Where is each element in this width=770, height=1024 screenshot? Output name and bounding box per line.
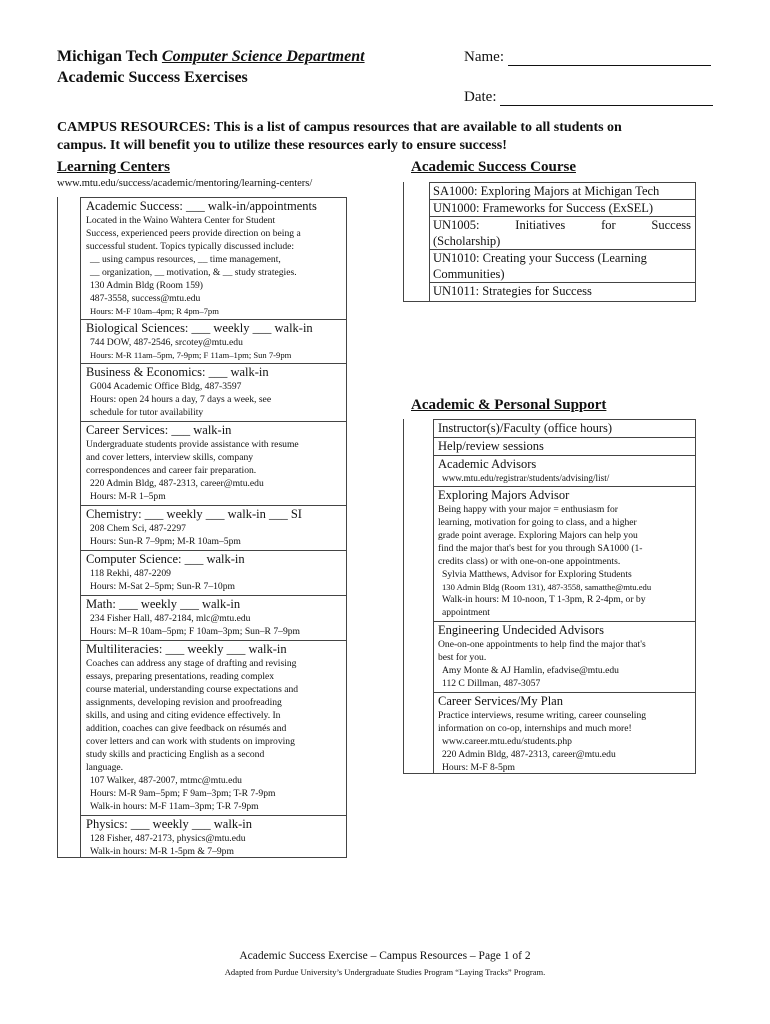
attribution-note: Adapted from Purdue University’s Undergraduate Studies Program “Laying Tracks” Program. bbox=[224, 967, 546, 977]
support-title: Career Services/My Plan bbox=[438, 694, 563, 708]
support-title: Instructor(s)/Faculty (office hours) bbox=[438, 421, 613, 435]
checkbox-column bbox=[404, 182, 430, 301]
learning-center-biological-sciences bbox=[80, 319, 346, 363]
desc-line: find the major that's best for you through SA1000 (1- bbox=[438, 543, 643, 554]
desc-line: Hours: Sun-R 7–9pm; M-R 10am–5pm bbox=[90, 536, 241, 547]
support-engineering-undecided bbox=[433, 621, 695, 692]
academic-personal-support-table bbox=[403, 419, 696, 774]
desc-line: and cover letters, interview skills, company bbox=[86, 452, 254, 463]
desc-line: 112 C Dillman, 487-3057 bbox=[442, 678, 541, 689]
desc-line: G004 Academic Office Bldg, 487-3597 bbox=[90, 381, 242, 392]
learning-center-multiliteracies bbox=[80, 640, 346, 815]
desc-line: Success, experienced peers provide direction on being a bbox=[86, 228, 301, 239]
desc-line: __ organization, __ motivation, & __ study strategies. bbox=[90, 267, 297, 278]
desc-line: Being happy with your major = enthusiasm for bbox=[438, 504, 618, 515]
desc-line: skills, and using and citing evidence effectively. In bbox=[86, 710, 281, 721]
desc-line: 234 Fisher Hall, 487-2184, mlc@mtu.edu bbox=[90, 613, 251, 624]
course-row-un1010: UN1010: Creating your Success (Learning bbox=[429, 249, 695, 266]
desc-line: addition, coaches can give feedback on résumés and bbox=[86, 723, 287, 734]
desc-line: Coaches can address any stage of drafting and revising bbox=[86, 658, 297, 669]
center-title: Biological Sciences: ___ weekly ___ walk-in bbox=[86, 321, 313, 335]
desc-line: www.career.mtu.edu/students.php bbox=[442, 736, 572, 747]
desc-line: 128 Fisher, 487-2173, physics@mtu.edu bbox=[90, 833, 246, 844]
learning-center-physics bbox=[80, 815, 346, 860]
support-exploring-majors bbox=[433, 486, 695, 621]
learning-centers-table bbox=[57, 197, 347, 858]
center-hours: Hours: M-F 10am–4pm; R 4pm–7pm bbox=[90, 306, 219, 316]
center-title: Business & Economics: ___ walk-in bbox=[86, 365, 269, 379]
desc-line: credits class) or with one-on-one appointments. bbox=[438, 556, 621, 567]
page-footer: Academic Success Exercise – Campus Resources – Page 1 of 2 bbox=[239, 950, 531, 962]
desc-line: correspondences and career fair preparation. bbox=[86, 465, 257, 476]
support-help-review bbox=[433, 437, 695, 455]
learning-centers-url[interactable]: www.mtu.edu/success/academic/mentoring/learning-centers/ bbox=[57, 178, 313, 189]
learning-center-career-services bbox=[80, 421, 346, 505]
intro-paragraph bbox=[57, 119, 697, 155]
learning-centers-heading: Learning Centers bbox=[57, 159, 170, 175]
support-title: Academic Advisors bbox=[438, 457, 537, 471]
support-title: Engineering Undecided Advisors bbox=[438, 623, 604, 637]
desc-line: Undergraduate students provide assistance with resume bbox=[86, 439, 299, 450]
desc-line: 487-3558, success@mtu.edu bbox=[90, 293, 201, 304]
checkbox-column bbox=[58, 197, 81, 857]
dept-prefix: Michigan Tech bbox=[57, 48, 162, 65]
desc-line: 208 Chem Sci, 487-2297 bbox=[90, 523, 186, 534]
support-career-services bbox=[433, 692, 695, 776]
support-title: Exploring Majors Advisor bbox=[438, 488, 570, 502]
desc-line: study skills and practicing English as a second bbox=[86, 749, 265, 760]
date-blank[interactable] bbox=[500, 91, 713, 106]
desc-line: Located in the Waino Wahtera Center for Student bbox=[86, 215, 276, 226]
course-row-un1005: UN1005: Initiatives for Success bbox=[429, 216, 695, 233]
dept-name: Computer Science Department bbox=[161, 48, 365, 65]
academic-success-course-table bbox=[403, 182, 696, 302]
desc-line: essays, preparing presentations, reading complex bbox=[86, 671, 275, 682]
desc-line: Hours: M-Sat 2–5pm; Sun-R 7–10pm bbox=[90, 581, 235, 592]
desc-line: 130 Admin Bldg (Room 159) bbox=[90, 280, 203, 291]
course-row-sa1000: SA1000: Exploring Majors at Michigan Tech bbox=[429, 182, 695, 199]
desc-line: Amy Monte & AJ Hamlin, efadvise@mtu.edu bbox=[442, 665, 619, 676]
desc-line: __ using campus resources, __ time management, bbox=[90, 254, 281, 265]
desc-line: Hours: M-R 1–5pm bbox=[90, 491, 166, 502]
desc-line: Walk-in hours: M 10-noon, T 1-3pm, R 2-4pm, or by bbox=[442, 594, 646, 605]
support-instructors bbox=[433, 419, 695, 437]
learning-center-chemistry bbox=[80, 505, 346, 550]
course-row-un1011: UN1011: Strategies for Success bbox=[429, 282, 695, 299]
desc-line: Walk-in hours: M-R 1-5pm & 7–9pm bbox=[90, 846, 234, 857]
advisors-url[interactable]: www.mtu.edu/registrar/students/advising/list/ bbox=[442, 473, 610, 483]
date-label: Date: bbox=[464, 89, 501, 105]
support-title: Help/review sessions bbox=[438, 439, 544, 453]
desc-line: course material, understanding course expectations and bbox=[86, 684, 299, 695]
desc-line: successful student. Topics typically discussed include: bbox=[86, 241, 295, 252]
intro-line-2: campus. It will benefit you to utilize these resources early to ensure success! bbox=[57, 138, 507, 153]
desc-line: One-on-one appointments to help find the major that's bbox=[438, 639, 646, 650]
desc-line: information on co-op, internships and much more! bbox=[438, 723, 632, 734]
desc-line: language. bbox=[86, 762, 124, 773]
learning-center-computer-science bbox=[80, 550, 346, 595]
course-row-un1010-cont: Communities) bbox=[433, 267, 505, 281]
course-row-un1000: UN1000: Frameworks for Success (ExSEL) bbox=[429, 199, 695, 216]
support-academic-advisors bbox=[433, 455, 695, 486]
center-title: Math: ___ weekly ___ walk-in bbox=[86, 597, 241, 611]
desc-line: assignments, developing revision and proofreading bbox=[86, 697, 282, 708]
learning-center-business-economics bbox=[80, 363, 346, 421]
desc-line: schedule for tutor availability bbox=[90, 407, 204, 418]
academic-success-course-heading: Academic Success Course bbox=[411, 159, 576, 175]
desc-line: Hours: M-R 9am–5pm; F 9am–3pm; T-R 7-9pm bbox=[90, 788, 276, 799]
desc-line: grade point average. Exploring Majors can help you bbox=[438, 530, 638, 541]
desc-line: 118 Rekhi, 487-2209 bbox=[90, 568, 171, 579]
center-title: Multiliteracies: ___ weekly ___ walk-in bbox=[86, 642, 287, 656]
name-field[interactable] bbox=[464, 49, 711, 66]
desc-line: Hours: M–R 10am–5pm; F 10am–3pm; Sun–R 7–9pm bbox=[90, 626, 301, 637]
desc-line: Practice interviews, resume writing, career counseling bbox=[438, 710, 647, 721]
desc-line: 744 DOW, 487-2546, srcotey@mtu.edu bbox=[90, 337, 243, 348]
desc-line: 130 Admin Bldg (Room 131), 487-3558, samatthe@mtu.edu bbox=[442, 582, 652, 592]
name-label: Name: bbox=[464, 49, 508, 65]
center-title: Chemistry: ___ weekly ___ walk-in ___ SI bbox=[86, 507, 302, 521]
desc-line: best for you. bbox=[438, 652, 487, 663]
learning-center-math bbox=[80, 595, 346, 640]
page-title: Academic Success Exercises bbox=[57, 69, 248, 86]
checkbox-column bbox=[404, 419, 434, 773]
desc-line: Hours: open 24 hours a day, 7 days a week, see bbox=[90, 394, 272, 405]
desc-line: 220 Admin Bldg, 487-2313, career@mtu.edu bbox=[442, 749, 616, 760]
desc-line: Hours: M-F 8-5pm bbox=[442, 762, 516, 773]
desc-line: 107 Walker, 487-2007, mtmc@mtu.edu bbox=[90, 775, 242, 786]
center-title: Computer Science: ___ walk-in bbox=[86, 552, 245, 566]
center-desc bbox=[86, 214, 346, 305]
center-title: Career Services: ___ walk-in bbox=[86, 423, 232, 437]
academic-personal-support-heading: Academic & Personal Support bbox=[411, 397, 607, 413]
course-row-un1005-cont: (Scholarship) bbox=[433, 234, 501, 248]
desc-line: Sylvia Matthews, Advisor for Exploring Students bbox=[442, 569, 632, 580]
center-title: Academic Success: ___ walk-in/appointments bbox=[86, 199, 317, 213]
desc-line: Walk-in hours: M-F 11am–3pm; T-R 7-9pm bbox=[90, 801, 259, 812]
name-blank[interactable] bbox=[508, 51, 711, 66]
intro-line-1: CAMPUS RESOURCES: This is a list of campus resources that are available to all students on bbox=[57, 120, 622, 135]
department-line bbox=[57, 48, 365, 66]
center-title: Physics: ___ weekly ___ walk-in bbox=[86, 817, 252, 831]
desc-line: learning, motivation for going to class, and a higher bbox=[438, 517, 637, 528]
desc-line: appointment bbox=[442, 607, 490, 618]
desc-line: 220 Admin Bldg, 487-2313, career@mtu.edu bbox=[90, 478, 264, 489]
learning-center-academic-success bbox=[80, 197, 346, 319]
date-field[interactable] bbox=[464, 89, 713, 106]
center-hours: Hours: M-R 11am–5pm, 7-9pm; F 11am–1pm; Sun 7-9pm bbox=[90, 350, 292, 360]
desc-line: cover letters and can work with students on improving bbox=[86, 736, 295, 747]
